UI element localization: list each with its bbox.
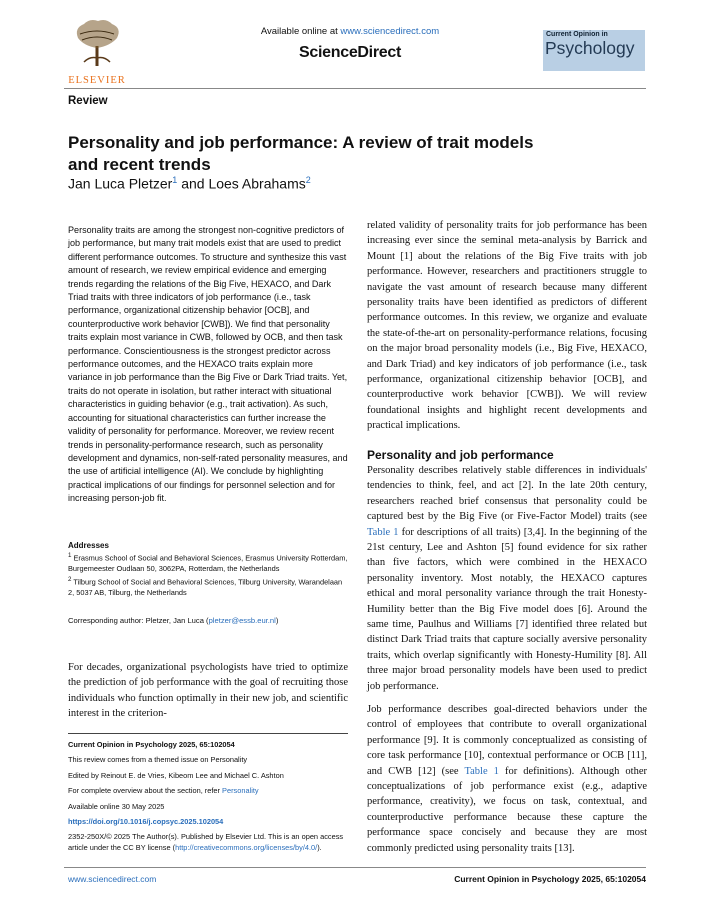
journal-cover-badge[interactable] [543, 30, 645, 71]
footer-divider [64, 867, 646, 868]
body-paragraph [367, 463, 647, 694]
info-divider [68, 733, 348, 734]
license-link[interactable]: http://creativecommons.org/licenses/by/4.0/ [175, 842, 318, 852]
corresp-prefix: Corresponding author: Pletzer, Jan Luca ( [68, 616, 209, 625]
themed-prefix: This review comes from a themed issue on [68, 755, 211, 765]
doi-link[interactable]: https://doi.org/10.1016/j.copsyc.2025.102054 [68, 817, 224, 827]
addresses-heading: Addresses [68, 541, 109, 550]
addresses [68, 541, 348, 598]
corresponding-author [68, 616, 348, 625]
overview-prefix: For complete overview about the section, refer [68, 786, 223, 796]
available-online: Available online 30 May 2025 [68, 801, 165, 811]
header-divider [64, 88, 646, 89]
article-info [68, 733, 348, 858]
article-title: Personality and job performance: A review of trait models and recent trends [68, 133, 534, 174]
elsevier-logo[interactable] [64, 18, 130, 86]
intro-continuation: related validity of personality traits for job performance has been increasing ever since the seminal meta-analysis by Barrick and Mount [1] about the relations of the Big Five traits with job performance. However, researchers and practitioners struggle to navigate the vast amount of research because many different personality traits have been identified as predictors of different performance outcomes. In this review, we organize and evaluate the state-of-the-art on personality-performance relations, focusing on the major broad personality models (i.e., Big Five, HEXACO, and Dark Triad) and key indicators of job performance (i.e., task performance, organizational citizenship behavior [OCB], and counterproductive work behavior [CWB]). We will review foundational insights and highlight recent developments and practical implications. [367, 220, 647, 432]
author-name[interactable]: Loes Abrahams [208, 175, 306, 192]
footer-website-link[interactable]: www.sciencedirect.com [68, 874, 157, 884]
corresp-suffix: ) [275, 616, 279, 625]
themed-issue [68, 755, 348, 765]
author-separator: and [177, 175, 209, 192]
author-list [68, 175, 311, 192]
author-affiliation-ref[interactable]: 1 [172, 175, 178, 185]
platform-name: ScienceDirect [299, 44, 401, 61]
section-link[interactable]: Personality [222, 786, 259, 796]
body-text: Job performance describes goal-directed behaviors under the control of employees that contribute to overall organizational performance [9]. It is commonly conceptualized as consisting of core task performance [10], contextual performance or OCB [11], and CWB [12] (see [367, 704, 647, 777]
license-prefix: 2352-250X/© 2025 The Author(s). Published by Elsevier Ltd. This is an open access article under the CC BY license ( [68, 832, 344, 852]
address-item [68, 551, 348, 574]
journal-reference: Current Opinion in Psychology 2025, 65:102054 [68, 740, 235, 749]
address-sup: 1 [68, 552, 72, 560]
license-suffix: ). [317, 842, 322, 852]
sciencedirect-link[interactable]: www.sciencedirect.com [340, 26, 440, 37]
journal-name-line2: Psychology [545, 38, 635, 58]
address-sup: 2 [68, 575, 72, 583]
table-link[interactable]: Table 1 [367, 526, 399, 538]
abstract: Personality traits are among the strongest non-cognitive predictors of job performance, but many trait models exist that are used to predict different performance outcomes. To structure and synthesize this vast amount of research, we review empirical evidence and emerging trends regarding the relations of the Big Five, HEXACO, and Dark Triad traits with three indicators of job performance (i.e., task performance, organizational citizenship behavior [OCB], and counterproductive work behavior [CWB]). We find that personality traits explain most variance in CWB, followed by OCB, and then task performance. Conscientiousness is the strongest predictor across performance outcomes, and the HEXACO traits explain more variance in job performance than the Big Five or Dark Triad traits. Yet, traits do not operate in isolation, but rather interact with situational characteristics in guiding behavior (e.g., trait activation). As such, accounting for situational characteristics can further increase the validity of personality for performance. Moreover, we review recent trends in personality-performance research, such as personality development and dynamics, non-self-rated personality measures, and the use of artificial intelligence (AI). We conclude by highlighting practical implications of our findings for personnel selection and for increasing person-job fit. [68, 225, 348, 504]
footer-journal-ref: Current Opinion in Psychology 2025, 65:102054 [454, 874, 646, 884]
section-overview [68, 786, 348, 796]
author-affiliation-ref[interactable]: 2 [305, 175, 311, 185]
themed-topic: Personality [210, 755, 248, 765]
address-item [68, 575, 348, 598]
body-text: Personality describes relatively stable differences in individuals' tendencies to think, feel, and act [2]. In the late 20th century, researchers reached brief consensus that personality could be captured best by the Big Five (or Five-Factor Model) traits (see [367, 465, 647, 523]
body-text: for descriptions of all traits) [3,4]. In the beginning of the 21st century, Lee and Ashton [5] found evidence for six rather than five factors, which were combined in the HEXACO personality inventory. Most notably, the HEXACO captures ethical and moral personality variance through the trait Honesty-Humility better than the Big Five model does [6]. Around the same time, Paulhus and Williams [7] identified three related but distinct Dark Triad traits that capture socially aversive personality traits, which overlap significantly with Honesty-Humility [8]. All three major broad personality models have been used to predict job performance. [367, 526, 647, 692]
edited-by: Edited by Reinout E. de Vries, Kibeom Lee and Michael C. Ashton [68, 770, 284, 780]
address-text: Tilburg School of Social and Behavioral Sciences, Tilburg University, Warandelaan 2, 5037 AB, Tilburg, the Netherlands [68, 577, 343, 597]
address-text: Erasmus School of Social and Behavioral Sciences, Erasmus University Rotterdam, Burgemeester Oudlaan 50, 3062PA, Rotterdam, the Netherlands [68, 553, 348, 574]
publisher-name: ELSEVIER [68, 75, 126, 86]
body-paragraph [367, 702, 647, 856]
table-link[interactable]: Table 1 [464, 765, 499, 777]
online-prefix: Available online at [260, 26, 341, 37]
body-text: for definitions). Although other conceptualizations of job performance exist (e.g., adaptive performance, creativity), we focus on task, contextual, and counterproductive performance because these capture the performance space concisely and because they are most commonly predicted using personality traits [13]. [367, 765, 647, 854]
article-type: Review [68, 95, 108, 107]
availability-line [200, 26, 500, 37]
license [68, 832, 348, 853]
elsevier-tree-icon [70, 18, 124, 68]
email-link[interactable]: pletzer@essb.eur.nl [208, 616, 276, 625]
author-name[interactable]: Jan Luca Pletzer [68, 175, 173, 192]
section-heading: Personality and job performance [367, 448, 554, 462]
journal-name-line1: Current Opinion in [546, 31, 608, 38]
intro-paragraph: For decades, organizational psychologists have tried to optimize the prediction of job performance with the goal of recruiting those individuals who function optimally in their new job, and scientific interest in the criterion- [68, 662, 348, 720]
